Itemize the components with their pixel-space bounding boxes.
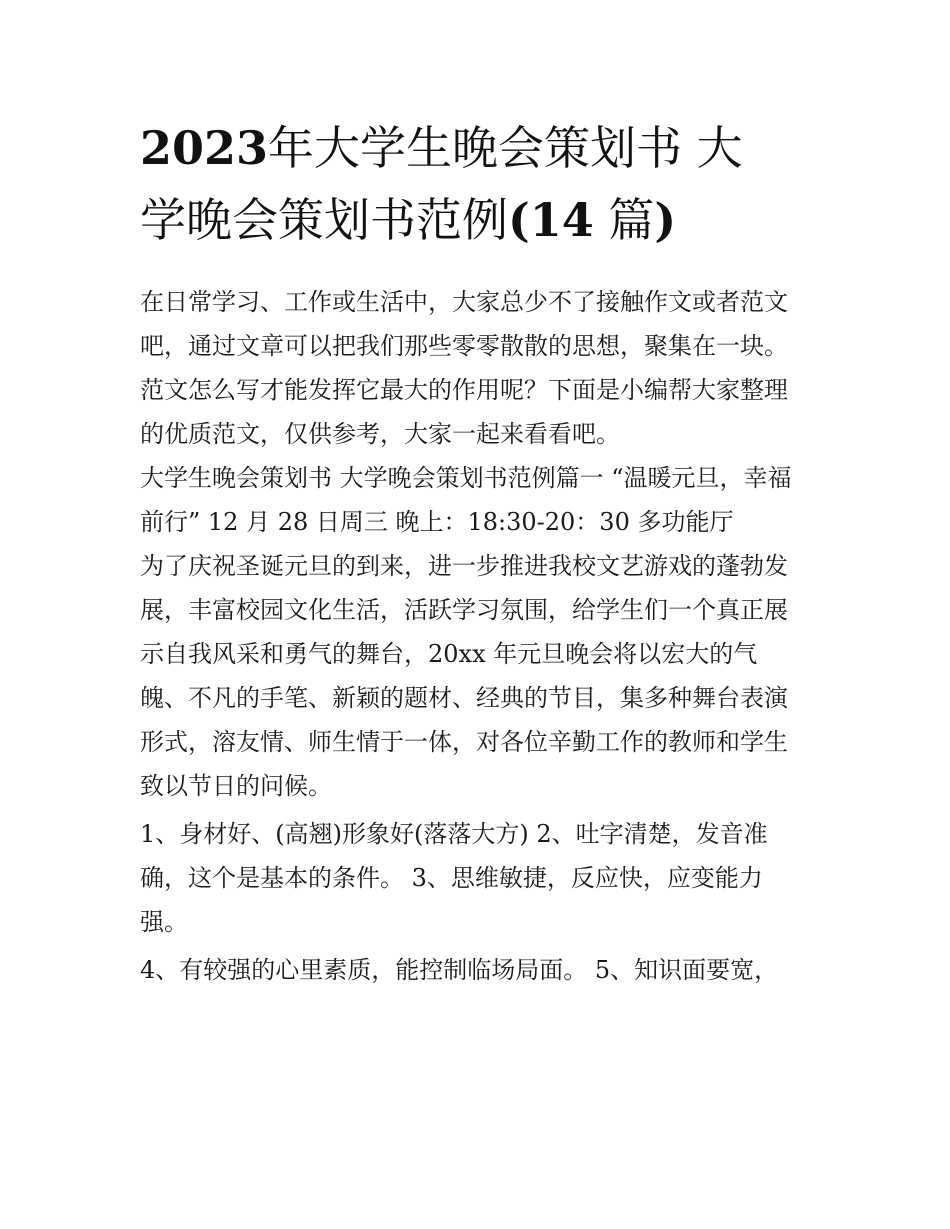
text-line: 确，这个是基本的条件。 3、思维敏捷，反应快，应变能力 bbox=[140, 864, 763, 892]
document-body bbox=[140, 280, 820, 992]
text-line: 前行” 12 月 28 日周三 晚上：18:30-20：30 多功能厅 bbox=[140, 508, 734, 536]
text-line: 致以节日的问候。 bbox=[140, 772, 332, 800]
paragraph-intro bbox=[140, 280, 820, 456]
text-line: 展，丰富校园文化生活，活跃学习氛围，给学生们一个真正展 bbox=[140, 596, 788, 624]
text-line: 4、有较强的心里素质，能控制临场局面。 5、知识面要宽， bbox=[140, 956, 779, 984]
title-line-1 bbox=[140, 112, 820, 184]
text-line: 魄、不凡的手笔、新颖的题材、经典的节目，集多种舞台表演 bbox=[140, 684, 788, 712]
title-line-2-text: 学晚会策划书范例 bbox=[140, 193, 508, 247]
title-close-paren: ) bbox=[654, 193, 677, 247]
paragraph-requirements-2 bbox=[140, 948, 820, 992]
title-count: (14 bbox=[508, 193, 594, 247]
title-line-2 bbox=[140, 184, 820, 256]
text-line: 范文怎么写才能发挥它最大的作用呢？下面是小编帮大家整理 bbox=[140, 376, 788, 404]
title-count-unit: 篇 bbox=[608, 193, 655, 247]
text-line: 1、身材好、(高翘)形象好(落落大方) 2、吐字清楚，发音准 bbox=[140, 820, 768, 848]
text-line: 为了庆祝圣诞元旦的到来，进一步推进我校文艺游戏的蓬勃发 bbox=[140, 552, 788, 580]
text-line: 在日常学习、工作或生活中，大家总少不了接触作文或者范文 bbox=[140, 288, 788, 316]
title-year: 2023 bbox=[140, 121, 269, 175]
text-line: 示自我风采和勇气的舞台，20xx 年元旦晚会将以宏大的气 bbox=[140, 640, 758, 668]
text-line: 强。 bbox=[140, 908, 188, 936]
paragraph-purpose bbox=[140, 544, 820, 808]
title-line-1-text: 年大学生晚会策划书 大 bbox=[268, 121, 743, 175]
paragraph-event-info bbox=[140, 456, 820, 544]
document-title bbox=[140, 112, 820, 256]
text-line: 吧，通过文章可以把我们那些零零散散的思想，聚集在一块。 bbox=[140, 332, 788, 360]
text-line: 大学生晚会策划书 大学晚会策划书范例篇一 “温暖元旦，幸福 bbox=[140, 464, 792, 492]
text-line: 的优质范文，仅供参考，大家一起来看看吧。 bbox=[140, 420, 620, 448]
text-line: 形式，溶友情、师生情于一体，对各位辛勤工作的教师和学生 bbox=[140, 728, 788, 756]
paragraph-requirements-1 bbox=[140, 812, 820, 944]
